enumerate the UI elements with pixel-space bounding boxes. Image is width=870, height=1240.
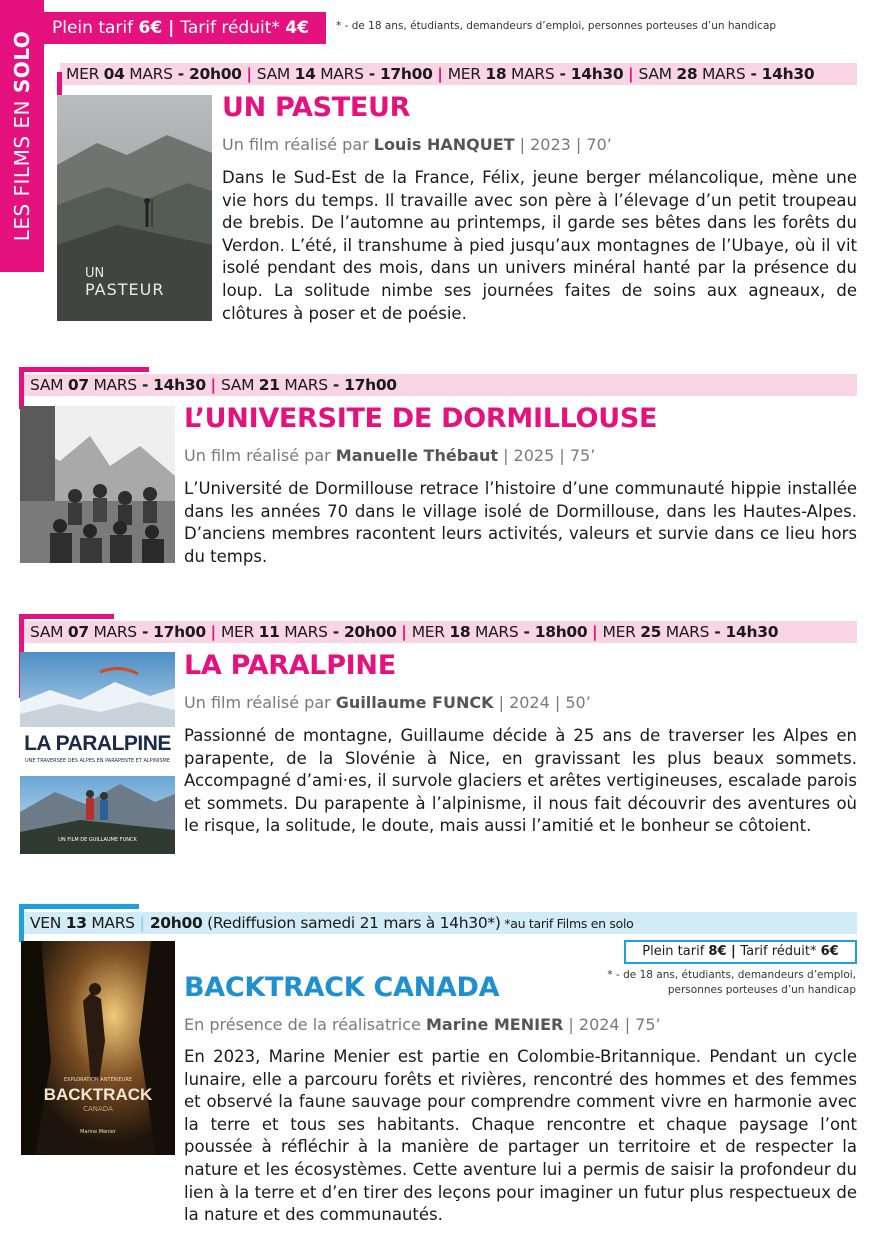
credit-meta: | 2024 | 50’ — [493, 693, 591, 712]
film-description: L’Université de Dormillouse retrace l’histoire d’une communauté hippie installée dans les années 70 dans le village isolé de Dormillouse, dans les Hautes-Alpes. D’anciens membres racontent leurs activités, valeurs et survie dans ce lieu hors du temps. — [184, 479, 857, 566]
poster-title: BACKTRACK — [43, 1085, 153, 1104]
price-separator: | — [726, 944, 741, 959]
poster-credit: Marine Menier — [80, 1129, 116, 1135]
credit-meta: | 2025 | 75’ — [497, 446, 596, 465]
price-note — [607, 968, 856, 998]
schedule-day: MER — [447, 65, 486, 83]
poster-art — [21, 941, 175, 1155]
schedule-day: MER — [411, 623, 450, 641]
price-box — [624, 940, 857, 964]
price-full-value: 8€ — [708, 944, 727, 959]
credit-prefix: Un film réalisé par — [222, 135, 374, 154]
corner-accent — [19, 904, 139, 909]
film-credit — [184, 693, 591, 712]
credit-meta: | 2023 | 70’ — [514, 135, 612, 154]
poster-subtitle: CANADA — [83, 1105, 113, 1113]
price-reduced-value: 6€ — [820, 944, 839, 959]
poster-title-text: PASTEUR — [85, 280, 165, 299]
poster-subtitle: UNE TRAVERSÉE DES ALPES EN PARAPENTE ET ALPINISME — [25, 758, 170, 764]
side-tab-label — [3, 22, 41, 250]
poster-credit: UN FILM DE GUILLAUME FUNCK — [58, 837, 137, 843]
schedule-date: 14 — [294, 65, 316, 83]
schedule-time: - 17h00 — [136, 623, 206, 641]
schedule-separator: | — [437, 65, 448, 83]
corner-accent — [19, 367, 24, 409]
schedule-rediffusion-note: *au tarif Films en solo — [500, 916, 634, 931]
schedule-time: - 14h30 — [709, 623, 779, 641]
poster-title-line1: UN — [85, 266, 105, 281]
schedule-day: VEN — [30, 914, 66, 932]
director-name: Marine MENIER — [425, 1015, 564, 1034]
price-reduced-label: Tarif réduit* — [740, 944, 821, 959]
corner-accent — [19, 904, 24, 942]
schedule-month: MARS — [86, 914, 140, 932]
schedule-separator: | — [592, 623, 603, 641]
film-description: Dans le Sud-Est de la France, Félix, jeune berger mélancolique, mène une vie hors du temps. Il travaille avec son père à l’élevage d’un petit troupeau de brebis. De l’automne au printemps, il garde ses bêtes dans les forêts du Verdon. L’été, il transhume à pied jusqu’aux montagnes de l’Ubaye, où il vit isolé pendant des mois, dans un univers minéral hanté par la présence du loup. La solitude nimbe ses journées faites de soins aux agneaux, de clôtures à poser et de poésie. — [222, 168, 857, 323]
schedule-month: MARS — [315, 65, 364, 83]
poster-un-pasteur — [57, 95, 212, 321]
schedule-separator: | — [210, 623, 221, 641]
schedule-time: - 17h00 — [363, 65, 433, 83]
schedule-date: 13 — [65, 914, 87, 932]
side-tab — [0, 0, 44, 272]
film-title: LA PARALPINE — [184, 650, 396, 681]
price-note-line: * - de 18 ans, étudiants, demandeurs d’emploi, — [607, 969, 856, 981]
schedule-month: MARS — [470, 623, 519, 641]
film-description: En 2023, Marine Menier est partie en Colombie-Britannique. Pendant un cycle lunaire, elle a parcouru forêts et rivières, rencontré des hommes et des femmes et observé la faune sauvage pour comprendre comment vivre en harmonie avec la terre et tous ses habitants. Chaque rencontre et chaque paysage l’ont poussée à réfléchir à la manière de partager un territoire et de respecter la nature et les écosystèmes. Cette aventure lui a permis de saisir la profondeur du lien à la terre et d’en tirer des leçons pour imaginer un futur plus respectueux de la nature et des communautés. — [184, 1047, 857, 1225]
schedule-month: MARS — [279, 623, 328, 641]
schedule-separator: | — [401, 623, 412, 641]
schedule-time: - 17h00 — [327, 376, 397, 394]
schedule-time: - 14h30 — [554, 65, 624, 83]
schedule-date: 07 — [67, 376, 89, 394]
schedule-slot — [639, 65, 815, 83]
schedule-bar — [22, 621, 857, 643]
price-note-line: personnes porteuses d’un handicap — [667, 984, 856, 996]
schedule-date: 07 — [67, 623, 89, 641]
film-credit — [222, 135, 612, 154]
schedule-date: 21 — [258, 376, 280, 394]
schedule-day: SAM — [30, 376, 68, 394]
price-full-label: Plein tarif — [642, 944, 709, 959]
credit-prefix: Un film réalisé par — [184, 693, 336, 712]
poster-la-paralpine — [20, 652, 175, 854]
schedule-day: SAM — [30, 623, 68, 641]
schedule-date: 25 — [640, 623, 662, 641]
poster-title: LA PARALPINE — [24, 732, 171, 755]
film-description: Passionné de montagne, Guillaume décide à 25 ans de traverser les Alpes en parapente, de la Slovénie à Nice, en gravissant les plus beaux sommets. Accompagné d’ami·es, il survole glaciers et arêtes vertigineuses, escalade parois et sommets. Du parapente à l’alpinisme, il nous fait découvrir des aventures où le risque, la solitude, le doute, mais aussi l’amitié et le bonheur se côtoient. — [184, 726, 857, 836]
schedule-time: 20h00 — [144, 914, 203, 932]
schedule-separator: | — [628, 65, 639, 83]
schedule-slot — [448, 65, 624, 83]
poster-art — [20, 406, 175, 563]
schedule-rediffusion: (Rediffusion samedi 21 mars à 14h30*) — [202, 914, 501, 932]
schedule-separator: | — [210, 376, 221, 394]
credit-prefix: En présence de la réalisatrice — [184, 1015, 426, 1034]
schedule-slot — [30, 623, 206, 641]
corner-accent — [19, 367, 149, 372]
schedule-bar — [22, 912, 857, 934]
film-credit — [184, 446, 595, 465]
schedule-time: - 14h30 — [136, 376, 206, 394]
schedule-slot — [66, 65, 242, 83]
schedule-month: MARS — [506, 65, 555, 83]
side-tab-text: LES FILMS EN — [10, 93, 34, 242]
schedule-slot — [221, 376, 397, 394]
price-separator: | — [162, 18, 181, 38]
schedule-day: SAM — [256, 65, 295, 83]
price-note: * - de 18 ans, étudiants, demandeurs d’emploi, personnes porteuses d’un handicap — [336, 20, 777, 32]
schedule-time: - 20h00 — [172, 65, 242, 83]
schedule-month: MARS — [124, 65, 173, 83]
schedule-slot — [412, 623, 588, 641]
film-title: UN PASTEUR — [222, 92, 411, 123]
director-name: Louis HANQUET — [373, 135, 515, 154]
schedule-date: 28 — [676, 65, 698, 83]
schedule-time: - 14h30 — [745, 65, 815, 83]
schedule-separator: | — [246, 65, 257, 83]
credit-prefix: Un film réalisé par — [184, 446, 336, 465]
schedule-date: 11 — [258, 623, 280, 641]
schedule-month: MARS — [697, 65, 746, 83]
schedule-slot — [221, 623, 397, 641]
film-title: L’UNIVERSITE DE DORMILLOUSE — [184, 403, 658, 434]
poster-dormillouse — [20, 406, 175, 563]
schedule-day: MER — [602, 623, 641, 641]
schedule-separator: | — [139, 914, 145, 932]
price-full-value: 6€ — [138, 18, 163, 38]
schedule-month: MARS — [279, 376, 328, 394]
poster-backtrack-canada — [21, 941, 175, 1155]
schedule-slot — [30, 376, 206, 394]
schedule-date: 04 — [103, 65, 125, 83]
corner-accent — [19, 614, 114, 619]
schedule-day: SAM — [220, 376, 259, 394]
schedule-date: 18 — [485, 65, 507, 83]
price-bar — [44, 12, 326, 44]
schedule-bar — [22, 374, 857, 396]
schedule-month: MARS — [661, 623, 710, 641]
film-title: BACKTRACK CANADA — [184, 972, 500, 1003]
schedule-month: MARS — [88, 376, 137, 394]
price-full-label: Plein tarif — [52, 18, 139, 38]
schedule-day: MER — [220, 623, 259, 641]
schedule-day: MER — [66, 65, 104, 83]
schedule-day: SAM — [638, 65, 677, 83]
film-credit — [184, 1015, 661, 1034]
price-reduced-label: Tarif réduit* — [180, 18, 286, 38]
schedule-slot — [603, 623, 779, 641]
schedule-month: MARS — [88, 623, 137, 641]
schedule-time: - 20h00 — [327, 623, 397, 641]
poster-kicker: EXPLORATION ANTÉRIEURE — [63, 1077, 132, 1083]
side-tab-text-bold: SOLO — [10, 30, 34, 94]
schedule-time: - 18h00 — [518, 623, 588, 641]
schedule-slot — [257, 65, 433, 83]
director-name: Guillaume FUNCK — [335, 693, 494, 712]
schedule-bar — [60, 63, 857, 85]
credit-meta: | 2024 | 75’ — [563, 1015, 661, 1034]
schedule-date: 18 — [449, 623, 471, 641]
price-reduced-value: 4€ — [285, 18, 309, 38]
director-name: Manuelle Thébaut — [335, 446, 498, 465]
